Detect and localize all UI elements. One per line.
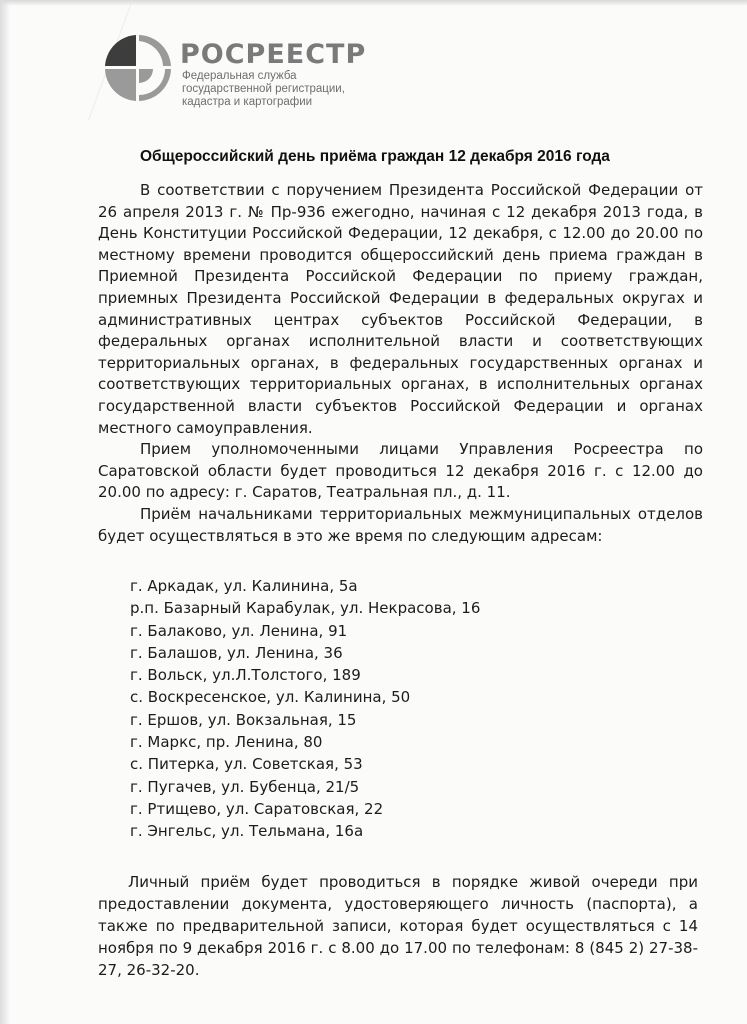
- document-title: Общероссийский день приёма граждан 12 декабря 2016 года: [140, 148, 610, 165]
- paragraph-intro: В соответствии с поручением Президента Российской Федерации от 26 апреля 2013 г. № Пр-936 ежегодно, начиная с 12 декабря 2013 года, в День Конституции Российской Федерации, 12 декабря, с 12.00 до 20.00 по местному времени проводится общероссийский день приема граждан в Приемной Президента Российской Федерации по приему граждан, приемных Президента Российской Федерации в федеральных округах и административных центрах субъектов Российской Федерации, в федеральных органах исполнительной власти и соответствующих территориальных органах, в федеральных государственных органах и соответствующих территориальных органах, в исполнительных органах государственной власти субъектов Российской Федерации и органах местного самоуправления.: [98, 181, 703, 437]
- address-item: р.п. Базарный Карабулак, ул. Некрасова, 16: [130, 599, 481, 618]
- scan-shadow-left: [0, 0, 10, 1024]
- address-list: [130, 575, 480, 843]
- address-item: г. Вольск, ул.Л.Толстого, 189: [130, 666, 361, 685]
- brand-line-3: кадастра и картографии: [182, 96, 313, 108]
- address-item: г. Ершов, ул. Вокзальная, 15: [130, 710, 357, 729]
- paragraph-closing: Личный приём будет проводиться в порядке живой очереди при предоставлении документа, удостоверяющего личность (паспорта), а также по предварительной записи, которая будет осуществляться с 14 ноября по 9 декабря 2016 г. с 8.00 до 17.00 по телефонам: 8 (845 2) 27-38-27, 26-32-20.: [98, 873, 698, 979]
- brand-line-1: Федеральная служба: [182, 70, 297, 82]
- address-item: с. Воскресенское, ул. Калинина, 50: [130, 688, 411, 707]
- address-item: г. Маркс, пр. Ленина, 80: [130, 733, 323, 752]
- address-item: г. Аркадак, ул. Калинина, 5а: [130, 577, 358, 595]
- address-item: г. Балашов, ул. Ленина, 36: [130, 643, 343, 662]
- brand-block: [180, 40, 366, 109]
- paragraph-departments-intro: Приём начальниками территориальных межмуниципальных отделов будет осуществляться в это же время по следующим адресам:: [98, 504, 703, 545]
- address-item: г. Ртищево, ул. Саратовская, 22: [130, 799, 384, 818]
- paragraph-saratov-reception: Прием уполномоченными лицами Управления Росреестра по Саратовской области будет проводиться 12 декабря 2016 г. с 12.00 до 20.00 по адресу: г. Саратов, Театральная пл., д. 11.: [98, 440, 703, 502]
- address-item: г. Пугачев, ул. Бубенца, 21/5: [130, 777, 360, 796]
- brand-name: РОСРЕЕСТР: [180, 39, 367, 70]
- document-body: [98, 180, 703, 547]
- brand-line-2: государственной регистрации,: [182, 83, 345, 95]
- address-item: с. Питерка, ул. Советская, 53: [130, 755, 363, 774]
- rosreestr-logo-icon: [103, 33, 173, 103]
- address-item: г. Балаково, ул. Ленина, 91: [130, 621, 348, 640]
- address-item: г. Энгельс, ул. Тельмана, 16а: [130, 822, 364, 841]
